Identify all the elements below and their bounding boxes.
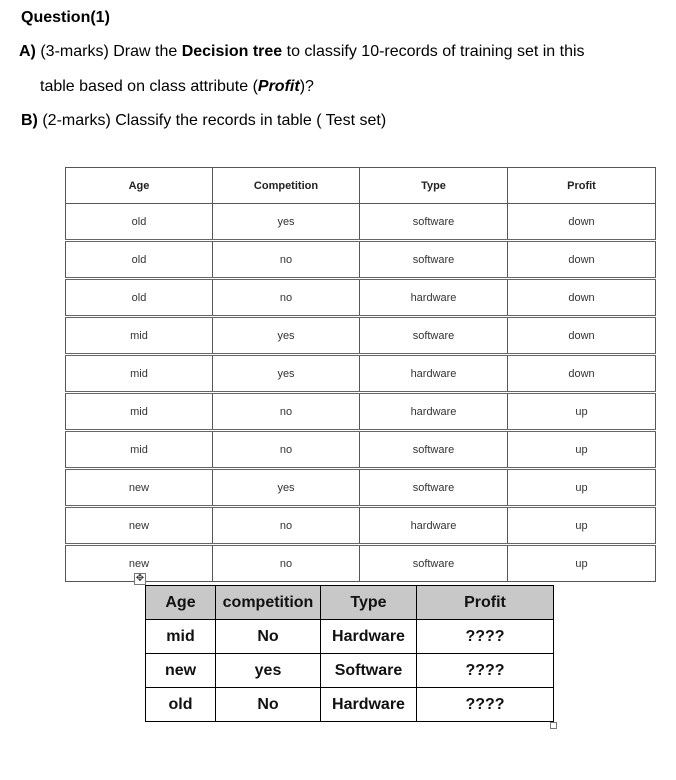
table-row (66, 355, 656, 393)
training-header-age: Age (66, 168, 213, 204)
part-b-text: (2-marks) Classify the records in table ( Test set) (37, 112, 387, 129)
table-cell: new (146, 654, 216, 688)
table-row (66, 545, 656, 582)
table-cell: Hardware (321, 620, 417, 654)
table-cell: up (508, 431, 656, 469)
table-cell: Hardware (321, 688, 417, 722)
table-cell: hardware (360, 507, 508, 545)
table-cell: Software (321, 654, 417, 688)
part-a-line2-after: )? (299, 78, 314, 95)
question-title: Question(1) (21, 9, 110, 26)
test-table (145, 585, 554, 722)
table-row (66, 241, 656, 279)
table-cell: mid (66, 355, 213, 393)
training-header-profit: Profit (508, 168, 656, 204)
table-cell: hardware (360, 355, 508, 393)
part-b-line (21, 112, 386, 130)
table-cell: yes (213, 204, 360, 241)
test-header-row (146, 586, 554, 620)
table-cell: down (508, 317, 656, 355)
table-cell: ???? (417, 688, 554, 722)
table-cell: old (146, 688, 216, 722)
table-row (146, 654, 554, 688)
part-a-line2-bold: Profit (257, 78, 300, 95)
table-resize-handle[interactable] (550, 722, 557, 729)
table-cell: hardware (360, 393, 508, 431)
table-cell: No (216, 688, 321, 722)
table-cell: up (508, 545, 656, 582)
table-cell: mid (146, 620, 216, 654)
table-cell: yes (213, 355, 360, 393)
table-cell: ???? (417, 654, 554, 688)
table-cell: yes (213, 317, 360, 355)
table-cell: down (508, 204, 656, 241)
table-cell: down (508, 279, 656, 317)
part-a-line-1 (19, 43, 585, 61)
table-cell: mid (66, 431, 213, 469)
table-cell: hardware (360, 279, 508, 317)
table-cell: up (508, 469, 656, 507)
test-header-competition: competition (216, 586, 321, 620)
table-cell: up (508, 393, 656, 431)
table-cell: yes (216, 654, 321, 688)
table-row (146, 688, 554, 722)
table-cell: up (508, 507, 656, 545)
table-row (66, 507, 656, 545)
table-cell: no (213, 431, 360, 469)
table-row (146, 620, 554, 654)
part-a-prefix: A) (19, 43, 36, 60)
table-row (66, 317, 656, 355)
test-header-type: Type (321, 586, 417, 620)
part-a-line2-before: table based on class attribute ( (40, 78, 258, 95)
training-header-type: Type (360, 168, 508, 204)
move-icon[interactable]: ✥ (135, 573, 145, 584)
table-cell: software (360, 469, 508, 507)
table-cell: software (360, 204, 508, 241)
table-cell: new (66, 545, 213, 582)
table-cell: no (213, 545, 360, 582)
part-a-text-after: to classify 10-records of training set in this (282, 43, 585, 60)
table-row (66, 204, 656, 241)
table-row (66, 393, 656, 431)
table-cell: mid (66, 393, 213, 431)
table-cell: no (213, 507, 360, 545)
table-cell: no (213, 393, 360, 431)
table-cell: software (360, 545, 508, 582)
table-cell: no (213, 279, 360, 317)
table-cell: old (66, 204, 213, 241)
table-cell: No (216, 620, 321, 654)
part-a-line-2 (40, 78, 314, 96)
table-cell: mid (66, 317, 213, 355)
test-header-profit: Profit (417, 586, 554, 620)
table-cell: software (360, 241, 508, 279)
table-cell: old (66, 241, 213, 279)
table-cell: ???? (417, 620, 554, 654)
table-cell: down (508, 355, 656, 393)
table-row (66, 469, 656, 507)
training-table (65, 167, 656, 582)
training-header-row (66, 168, 656, 204)
table-row (66, 279, 656, 317)
table-cell: software (360, 431, 508, 469)
table-cell: down (508, 241, 656, 279)
part-a-text-before: (3-marks) Draw the (35, 43, 182, 60)
table-cell: no (213, 241, 360, 279)
table-cell: new (66, 507, 213, 545)
table-cell: old (66, 279, 213, 317)
part-b-prefix: B) (21, 112, 38, 129)
part-a-bold: Decision tree (181, 43, 283, 60)
table-cell: software (360, 317, 508, 355)
table-cell: yes (213, 469, 360, 507)
table-cell: new (66, 469, 213, 507)
training-header-competition: Competition (213, 168, 360, 204)
test-header-age: Age (146, 586, 216, 620)
table-row (66, 431, 656, 469)
